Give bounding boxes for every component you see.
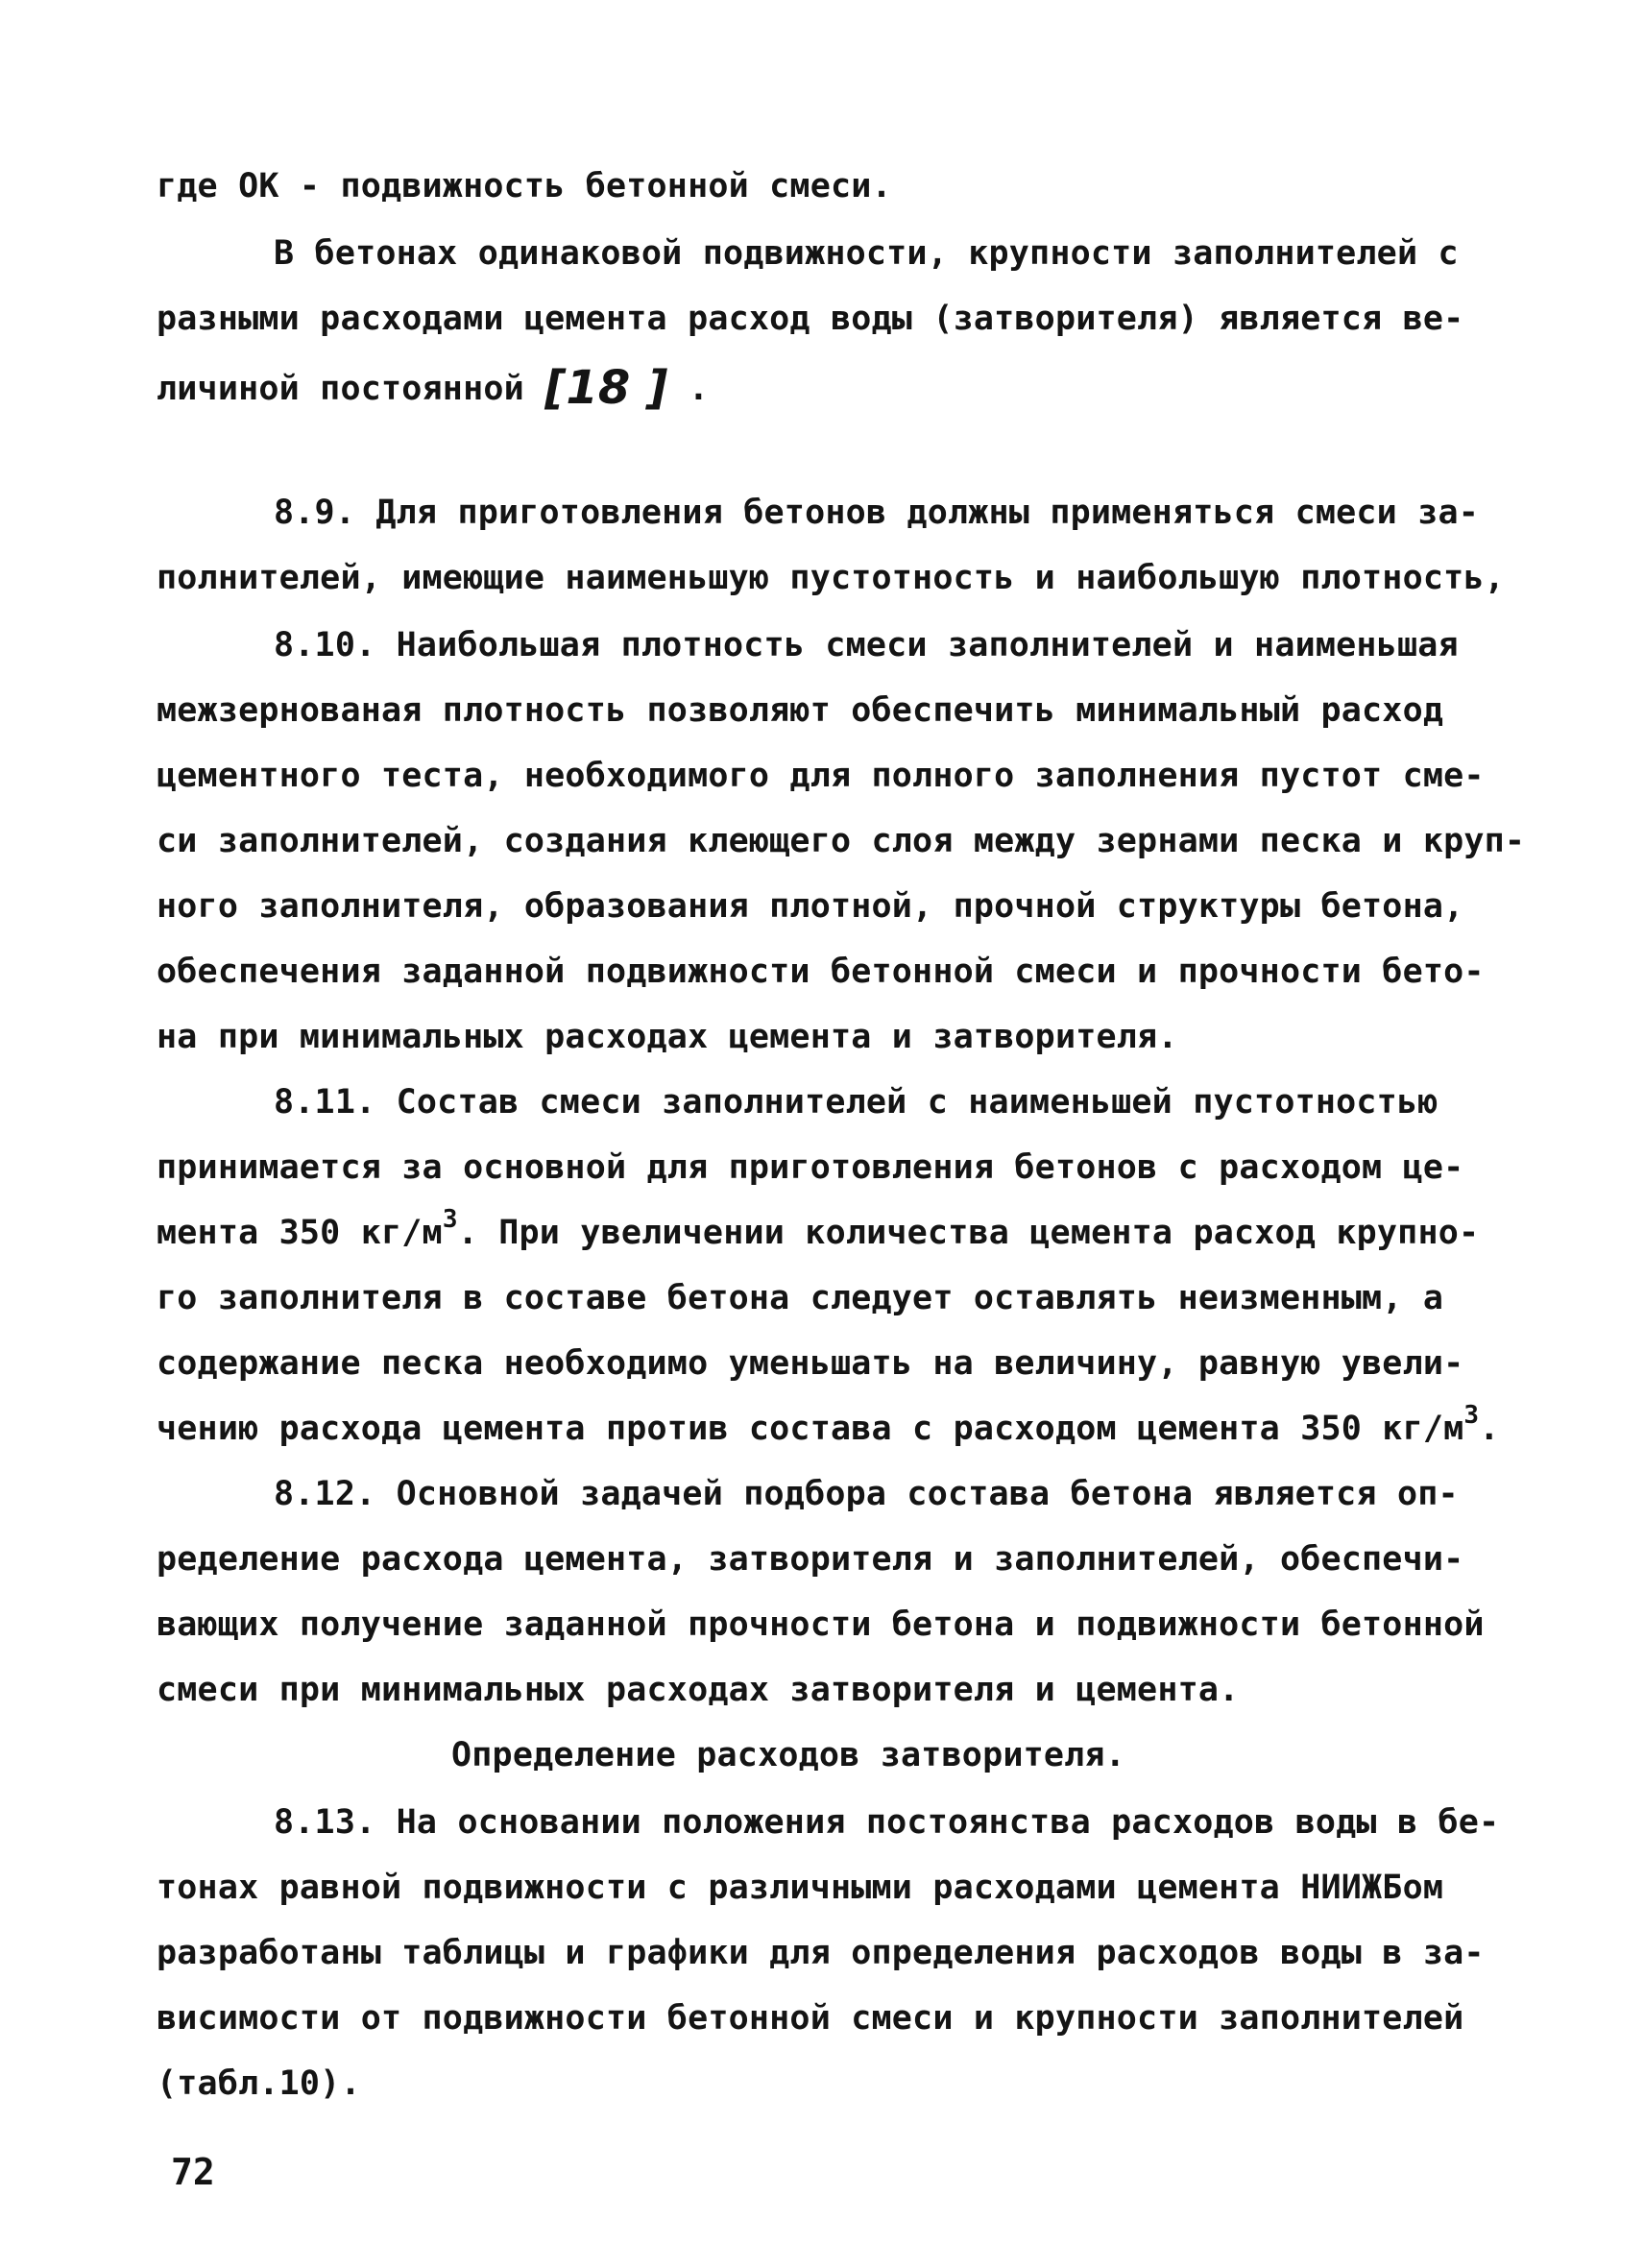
page-number: 72 (171, 2151, 215, 2193)
text-fragment: личиной постоянной (157, 370, 524, 408)
text-line: (табл.10). (157, 2064, 361, 2103)
text-line: обеспечения заданной подвижности бетонной смеси и прочности бето- (157, 953, 1485, 991)
text-fragment: . (1479, 1410, 1500, 1448)
text-line: ределение расхода цемента, затворителя и заполнителей, обеспечи- (157, 1540, 1464, 1579)
section-heading: Определение расходов затворителя. (451, 1736, 1125, 1774)
text-line: разработаны таблицы и графики для определения расходов воды в за- (157, 1934, 1485, 1972)
text-line: висимости от подвижности бетонной смеси и крупности заполнителей (157, 1999, 1464, 2038)
text-line: си заполнителей, создания клеющего слоя между зернами песка и круп- (157, 822, 1526, 860)
text-line: В бетонах одинаковой подвижности, крупности заполнителей с (274, 234, 1459, 273)
text-line: тонах равной подвижности с различными расходами цемента НИИЖБом (157, 1869, 1444, 1907)
text-line: 8.9. Для приготовления бетонов должны применяться смеси за- (274, 494, 1480, 532)
text-line: цементного теста, необходимого для полного заполнения пустот сме- (157, 757, 1485, 795)
text-line: содержание песка необходимо уменьшать на величину, равную увели- (157, 1344, 1464, 1383)
text-line: на при минимальных расходах цемента и затворителя. (157, 1018, 1178, 1056)
text-fragment: чению расхода цемента против состава с расходом цемента 350 кг/м (157, 1410, 1464, 1448)
text-line: принимается за основной для приготовления бетонов с расходом це- (157, 1148, 1464, 1187)
text-line: 8.10. Наибольшая плотность смеси заполнителей и наименьшая (274, 626, 1459, 664)
text-line (157, 1401, 1500, 1452)
text-line (157, 361, 710, 415)
text-line: ного заполнителя, образования плотной, прочной структуры бетона, (157, 887, 1464, 926)
text-line (157, 1205, 1480, 1256)
text-line: 8.12. Основной задачей подбора состава бетона является оп- (274, 1475, 1459, 1513)
text-line: где ОК - подвижность бетонной смеси. (157, 167, 892, 205)
handwritten-citation: [18 ] (544, 361, 668, 415)
text-line: вающих получение заданной прочности бетона и подвижности бетонной (157, 1605, 1485, 1644)
text-fragment: . (688, 370, 710, 408)
text-fragment: . При увеличении количества цемента расход крупно- (457, 1214, 1480, 1252)
text-line: полнителей, имеющие наименьшую пустотность и наибольшую плотность, (157, 559, 1505, 597)
text-fragment: мента 350 кг/м (157, 1214, 443, 1252)
superscript: 3 (1463, 1401, 1480, 1431)
text-line: смеси при минимальных расходах затворителя и цемента. (157, 1671, 1240, 1709)
text-line: межзернованая плотность позволяют обеспечить минимальный расход (157, 691, 1444, 730)
superscript: 3 (442, 1205, 458, 1235)
text-line: 8.13. На основании положения постоянства расходов воды в бе- (274, 1803, 1500, 1842)
text-line: разными расходами цемента расход воды (затворителя) является ве- (157, 300, 1464, 338)
text-line: 8.11. Состав смеси заполнителей с наименьшей пустотностью (274, 1083, 1438, 1122)
text-line: го заполнителя в составе бетона следует оставлять неизменным, а (157, 1279, 1444, 1317)
